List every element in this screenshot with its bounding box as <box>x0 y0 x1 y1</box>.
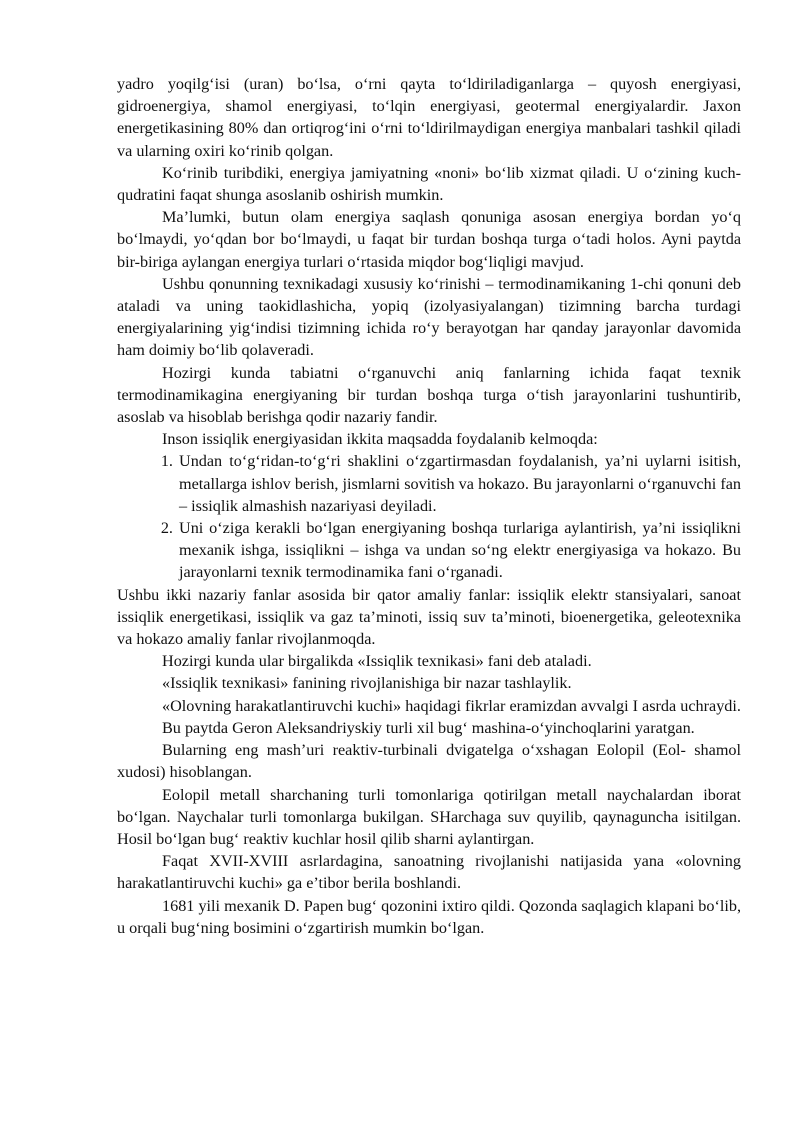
numbered-list <box>117 450 741 583</box>
paragraph: «Issiqlik texnikasi» fanining rivojlanishiga bir nazar tashlaylik. <box>162 674 572 693</box>
paragraph: Hozirgi kunda ular birgalikda «Issiqlik texnikasi» fani deb ataladi. <box>162 652 592 671</box>
list-item: 2. Uni o‘ziga kerakli bo‘lgan energiyaning boshqa turlariga aylantirish, ya’ni issiqlikni mexanik ishga, issiqlikni – ishga va undan so‘ng elektr energiyasiga va hokazo. Bu jarayonlarni texnik termodinamika fani o‘rganadi. <box>177 517 741 584</box>
list-item: 1. Undan to‘g‘ridan-to‘g‘ri shaklini o‘zgartirmasdan foydalanish, ya’ni uylarni isitish, metallarga ishlov berish, jismlarni sovitish va hokazo. Bu jarayonlarni o‘rganuvchi fan – issiqlik almashish nazariyasi deyiladi. <box>177 450 741 517</box>
paragraph: Inson issiqlik energiyasidan ikkita maqsadda foydalanib kelmoqda: <box>162 430 598 449</box>
paragraph-continuation: yadro yoqilg‘isi (uran) bo‘lsa, o‘rni qayta to‘ldiriladiganlarga – quyosh energiyasi, gidroenergiya, shamol energiyasi, to‘lqin energiyasi, geotermal energiyalardir. Jaxon energetikasining 80% dan ortiqrog‘ini o‘rni to‘ldirilmaydigan energiya manbalari tashkil qiladi va ularning oxiri ko‘rinib qolgan. <box>117 75 741 160</box>
paragraph: Ko‘rinib turibdiki, energiya jamiyatning «noni» bo‘lib xizmat qiladi. U o‘zining kuch-qudratini faqat shunga asoslanib oshirish mumkin. <box>117 163 741 205</box>
paragraph: Faqat XVII-XVIII asrlardagina, sanoatning rivojlanishi natijasida yana «olovning harakatlantiruvchi kuchi» ga e’tibor berila boshlandi. <box>117 852 741 893</box>
paragraph: «Olovning harakatlantiruvchi kuchi» haqidagi fikrlar eramizdan avvalgi I asrda uchraydi. <box>162 696 741 715</box>
paragraph: Bu paytda Geron Aleksandriyskiy turli xil bug‘ mashina-o‘yinchoqlarini yaratgan. <box>162 718 695 737</box>
paragraph: Eolopil metall sharchaning turli tomonlariga qotirilgan metall naychalardan iborat bo‘lgan. Naychalar turli tomonlarga bukilgan. SHarchaga suv quyilib, qaynaguncha isitilgan. Hosil bo‘lgan bug‘ reaktiv kuchlar hosil qilib sharni aylantirgan. <box>117 785 741 848</box>
paragraph: Ushbu ikki nazariy fanlar asosida bir qator amaliy fanlar: issiqlik elektr stansiyalari, sanoat issiqlik energetikasi, issiqlik va gaz ta’minoti, issiq suv ta’minoti, bioenergetika, geleotexnika va hokazo amaliy fanlar rivojlanmoqda. <box>117 585 741 649</box>
paragraph: 1681 yili mexanik D. Papen bug‘ qozonini ixtiro qildi. Qozonda saqlagich klapani bo‘lib, u orqali bug‘ning bosimini o‘zgartirish mumkin bo‘lgan. <box>117 896 741 937</box>
paragraph: Ma’lumki, butun olam energiya saqlash qonuniga asosan energiya bordan yo‘q bo‘lmaydi, yo‘qdan bor bo‘lmaydi, u faqat bir turdan boshqa turga o‘tadi holos. Ayni paytda bir-biriga aylangan energiya turlari o‘rtasida miqdor bog‘liqligi mavjud. <box>117 208 741 271</box>
paragraph: Bularning eng mash’uri reaktiv-turbinali dvigatelga o‘xshagan Eolopil (Eol- shamol xudosi) hisoblangan. <box>117 741 741 782</box>
paragraph: Hozirgi kunda tabiatni o‘rganuvchi aniq fanlarning ichida faqat texnik termodinamikagina energiyaning bir turdan boshqa turga o‘tish jarayonlarini tushuntirib, asoslab va hisoblab berishga qodir nazariy fandir. <box>117 363 741 427</box>
document-page <box>117 73 741 939</box>
paragraph: Ushbu qonunning texnikadagi xususiy ko‘rinishi – termodinamikaning 1-chi qonuni deb ataladi va uning taokidlashicha, yopiq (izolyasiyalangan) tizimning barcha turdagi energiyalarining yig‘indisi tizimning ichida ro‘y berayotgan har qanday jarayonlar davomida ham doimiy bo‘lib qolaveradi. <box>117 274 741 360</box>
